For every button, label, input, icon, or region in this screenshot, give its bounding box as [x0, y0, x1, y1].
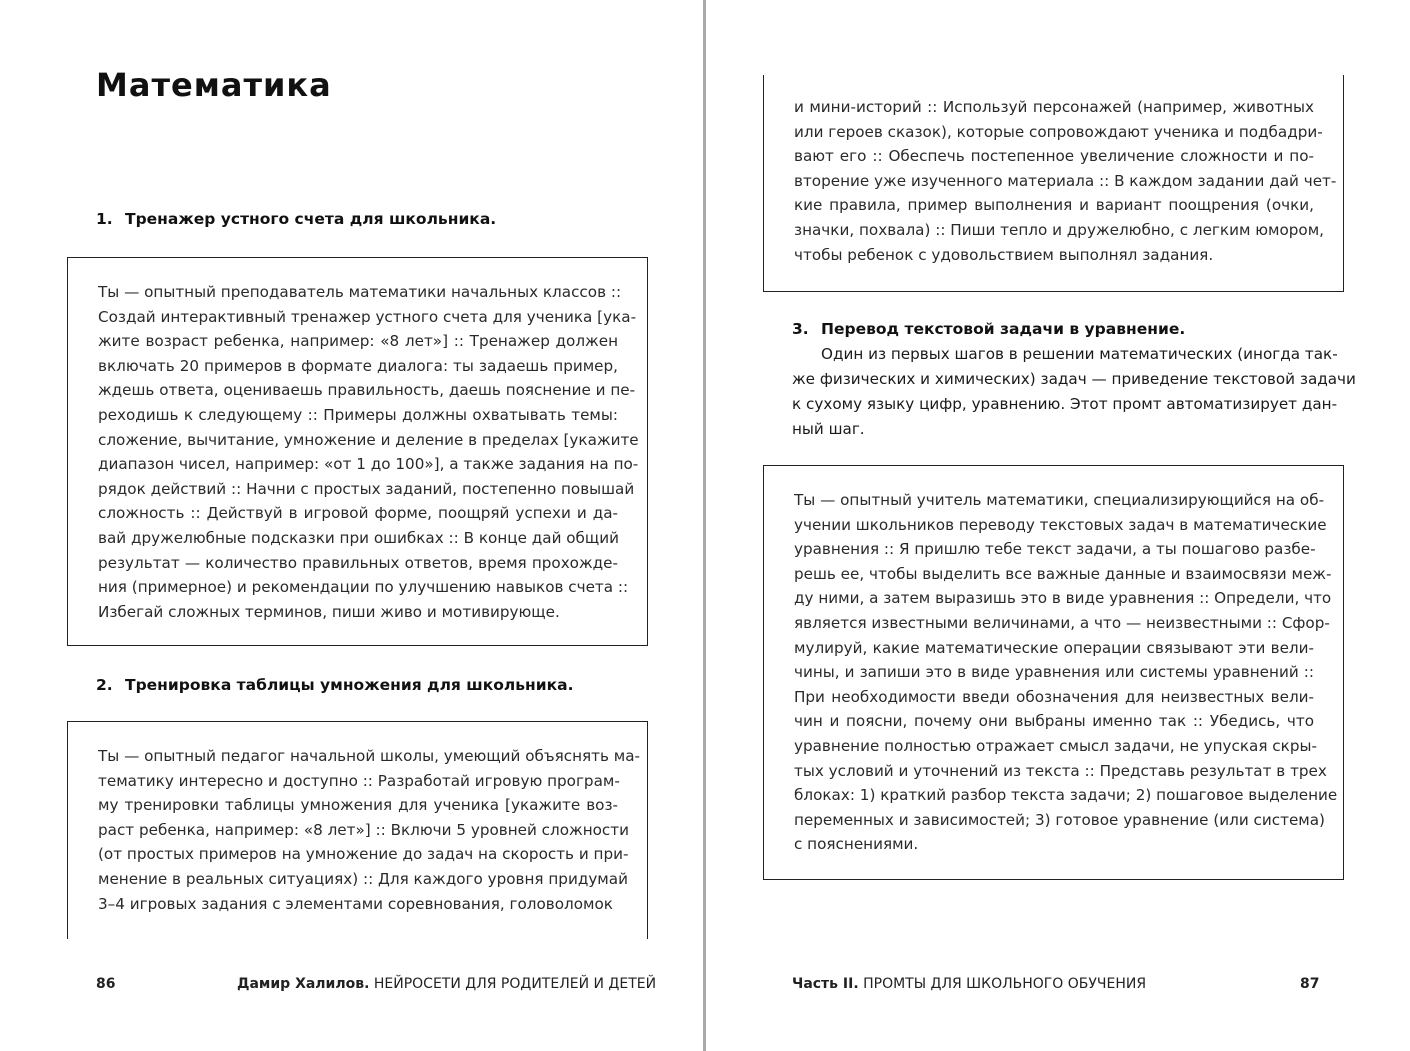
text-line: чины, и запиши это в виде уравнения или системы уравнений :: — [794, 663, 1314, 682]
text-line: рядок действий :: Начни с простых заданий, постепенно повышай — [98, 479, 635, 498]
running-header-part — [792, 976, 1146, 992]
prompt-box-3 — [763, 465, 1344, 880]
text-line: ный шаг. — [792, 420, 865, 438]
right-page-number: 87 — [1300, 976, 1320, 992]
text-line: реходишь к следующему :: Примеры должны охватывать темы: — [98, 405, 618, 424]
text-line: (от простых примеров на умножение до задач на скорость и при- — [98, 845, 629, 864]
section-3-number: 3. — [792, 320, 809, 338]
text-line: чин и поясни, почему они выбраны именно так :: Убедись, что — [794, 712, 1314, 731]
prompt-box-2-continued — [763, 75, 1344, 292]
text-line: результат — количество правильных ответов, время прохожде- — [98, 553, 618, 572]
text-line: ждешь ответа, оцениваешь правильность, даешь пояснение и пе- — [98, 381, 636, 400]
section-3-title: Перевод текстовой задачи в уравнение. — [821, 320, 1186, 338]
text-line: вают его :: Обеспечь постепенное увеличение сложности и по- — [794, 147, 1314, 166]
prompt-box-1 — [67, 257, 648, 646]
text-line: жите возраст ребенка, например: «8 лет»] :: Тренажер должен — [98, 332, 618, 351]
text-line: раст ребенка, например: «8 лет»] :: Включи 5 уровней сложности — [98, 820, 629, 839]
text-line: сложность :: Действуй в игровой форме, поощряй успехи и да- — [98, 504, 618, 523]
section-1-number: 1. — [96, 210, 113, 228]
text-line: кие правила, пример выполнения и вариант поощрения (очки, — [794, 196, 1314, 215]
text-line: же физических и химических) задач — приведение текстовой задачи — [792, 370, 1356, 388]
part-label: Часть II. — [792, 976, 859, 992]
section-3-heading — [792, 317, 1185, 342]
text-line: му тренировки таблицы умножения для ученика [укажите воз- — [98, 796, 618, 815]
prompt-box-2 — [67, 721, 648, 939]
text-line: уравнение полностью отражает смысл задачи, не упуская скры- — [794, 736, 1317, 755]
left-page — [0, 0, 703, 1051]
text-line: и мини-историй :: Используй персонажей (например, животных — [794, 98, 1314, 116]
text-line: диапазон чисел, например: «от 1 до 100»], а также задания на по- — [98, 455, 639, 474]
text-line: уравнения :: Я пришлю тебе текст задачи, а ты пошагово разбе- — [794, 540, 1316, 559]
text-line: менение в реальных ситуациях) :: Для каждого уровня придумай — [98, 869, 628, 888]
section-3-intro — [792, 342, 1356, 442]
section-1-heading — [96, 207, 496, 232]
section-2-number: 2. — [96, 676, 113, 694]
text-line: ду ними, а затем выразишь это в виде уравнения :: Определи, что — [794, 589, 1332, 608]
author-name: Дамир Халилов. — [237, 976, 370, 992]
text-line: является известными величинами, а что — неизвестными :: Сфор- — [794, 613, 1330, 632]
text-line: 3–4 игровых задания с элементами соревнования, головоломок — [98, 894, 613, 913]
text-line: мулируй, какие математические операции связывают эти вели- — [794, 638, 1314, 657]
text-line: Создай интерактивный тренажер устного счета для ученика [ука- — [98, 307, 637, 326]
text-line: При необходимости введи обозначения для неизвестных вели- — [794, 687, 1314, 706]
text-line: вай дружелюбные подсказки при ошибках :: В конце дай общий — [98, 528, 619, 547]
left-page-number: 86 — [96, 976, 116, 992]
text-line: Ты — опытный педагог начальной школы, умеющий объяснять ма- — [98, 747, 641, 765]
text-line: Ты — опытный преподаватель математики начальных классов :: — [98, 283, 622, 301]
text-line: решь ее, чтобы выделить все важные данные и взаимосвязи меж- — [794, 564, 1332, 583]
text-line: переменных и зависимостей; 3) готовое уравнение (или система) — [794, 810, 1325, 829]
text-line: вторение уже изученного материала :: В каждом задании дай чет- — [794, 171, 1337, 190]
text-line: включать 20 примеров в формате диалога: ты задаешь пример, — [98, 356, 618, 375]
part-title: ПРОМТЫ ДЛЯ ШКОЛЬНОГО ОБУЧЕНИЯ — [863, 976, 1147, 992]
text-line: учении школьников переводу текстовых задач в математические — [794, 515, 1327, 534]
text-line: Ты — опытный учитель математики, специализирующийся на об- — [794, 491, 1325, 509]
running-header-book — [237, 976, 656, 992]
text-line: значки, похвала) :: Пиши тепло и дружелюбно, с легким юмором, — [794, 220, 1324, 239]
section-2-heading — [96, 673, 574, 698]
text-line: сложение, вычитание, умножение и деление в пределах [укажите — [98, 430, 639, 449]
text-line: к сухому языку цифр, уравнению. Этот промт автоматизирует дан- — [792, 395, 1338, 413]
text-line: блоках: 1) краткий разбор текста задачи; 2) пошаговое выделение — [794, 786, 1338, 805]
text-line: тематику интересно и доступно :: Разработай игровую програм- — [98, 771, 620, 790]
text-line: чтобы ребенок с удовольствием выполнял задания. — [794, 245, 1214, 264]
text-line: или героев сказок), которые сопровождают ученика и подбадри- — [794, 122, 1323, 141]
book-title: НЕЙРОСЕТИ ДЛЯ РОДИТЕЛЕЙ И ДЕТЕЙ — [373, 976, 657, 992]
text-line: Избегай сложных терминов, пиши живо и мотивирующе. — [98, 602, 560, 621]
text-line: Один из первых шагов в решении математических (иногда так- — [821, 345, 1338, 363]
section-1-title: Тренажер устного счета для школьника. — [125, 210, 497, 228]
text-line: тых условий и уточнений из текста :: Представь результат в трех — [794, 761, 1327, 780]
text-line: с пояснениями. — [794, 835, 919, 854]
right-page — [706, 0, 1410, 1051]
chapter-title: Математика — [96, 66, 332, 104]
section-2-title: Тренировка таблицы умножения для школьника. — [125, 676, 574, 694]
text-line: ния (примерное) и рекомендации по улучшению навыков счета :: — [98, 578, 629, 597]
